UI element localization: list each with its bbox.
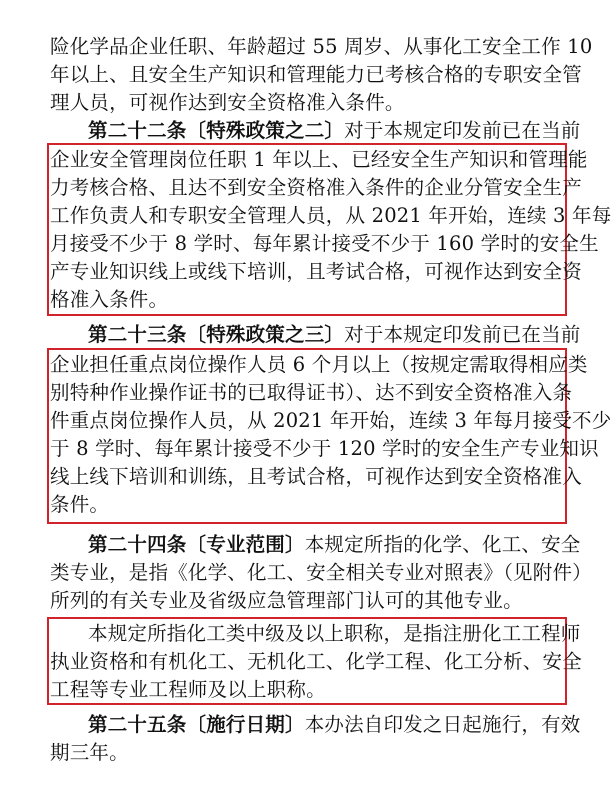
text-line: 企业担任重点岗位操作人员 6 个月以上（按规定需取得相应类	[50, 353, 588, 376]
article-23-title: 第二十三条〔特殊政策之三〕	[88, 323, 345, 346]
text-line: 险化学品企业任职、年龄超过 55 周岁、从事化工安全工作 10	[50, 35, 593, 58]
article-24-title: 第二十四条〔专业范围〕	[88, 533, 305, 556]
text-line: 期三年。	[50, 741, 129, 764]
text-line: 年以上、且安全生产知识和管理能力已考核合格的专职安全管	[50, 63, 582, 86]
text-line: 条件。	[50, 493, 110, 516]
article-24-heading	[88, 532, 581, 558]
article-25-title: 第二十五条〔施行日期〕	[88, 713, 305, 736]
text-line: 执业资格和有机化工、无机化工、化学工程、化工分析、安全	[50, 650, 582, 673]
text-line: 件重点岗位操作人员，从 2021 年开始，连续 3 年每月接受不少	[50, 409, 612, 432]
article-22-heading	[88, 118, 581, 144]
text-line: 线上线下培训和训练，且考试合格，可视作达到安全资格准入	[50, 465, 582, 488]
text-line: 所列的有关专业及省级应急管理部门认可的其他专业。	[50, 589, 523, 612]
text-line: 力考核合格、且达不到安全资格准入条件的企业分管安全生产	[50, 176, 582, 199]
text-line: 本规定所指化工类中级及以上职称，是指注册化工工程师	[88, 622, 581, 645]
article-23-heading	[88, 322, 581, 348]
text-line: 工作负责人和专职安全管理人员，从 2021 年开始，连续 3 年每	[50, 204, 612, 227]
text-line: 格准入条件。	[50, 288, 169, 311]
article-25-heading	[88, 712, 581, 738]
text-line: 企业安全管理岗位任职 1 年以上、已经安全生产知识和管理能	[50, 148, 588, 171]
article-24-intro: 本规定所指的化学、化工、安全	[304, 533, 581, 556]
text-line: 工程等专业工程师及以上职称。	[50, 678, 326, 701]
text-line: 月接受不少于 8 学时、每年累计接受不少于 160 学时的安全生	[50, 232, 599, 255]
article-22-intro: 对于本规定印发前已在当前	[344, 119, 581, 142]
text-line: 理人员，可视作达到安全资格准入条件。	[50, 91, 405, 114]
article-22-title: 第二十二条〔特殊政策之二〕	[88, 119, 345, 142]
article-25-intro: 本办法自印发之日起施行，有效	[304, 713, 581, 736]
text-line: 类专业，是指《化学、化工、安全相关专业对照表》（见附件）	[50, 561, 592, 584]
article-23-intro: 对于本规定印发前已在当前	[344, 323, 581, 346]
text-line: 别特种作业操作证书的已取得证书）、达不到安全资格准入条	[50, 381, 573, 404]
text-line: 产专业知识线上或线下培训，且考试合格，可视作达到安全资	[50, 260, 582, 283]
text-line: 于 8 学时、每年累计接受不少于 120 学时的安全生产专业知识	[50, 437, 599, 460]
